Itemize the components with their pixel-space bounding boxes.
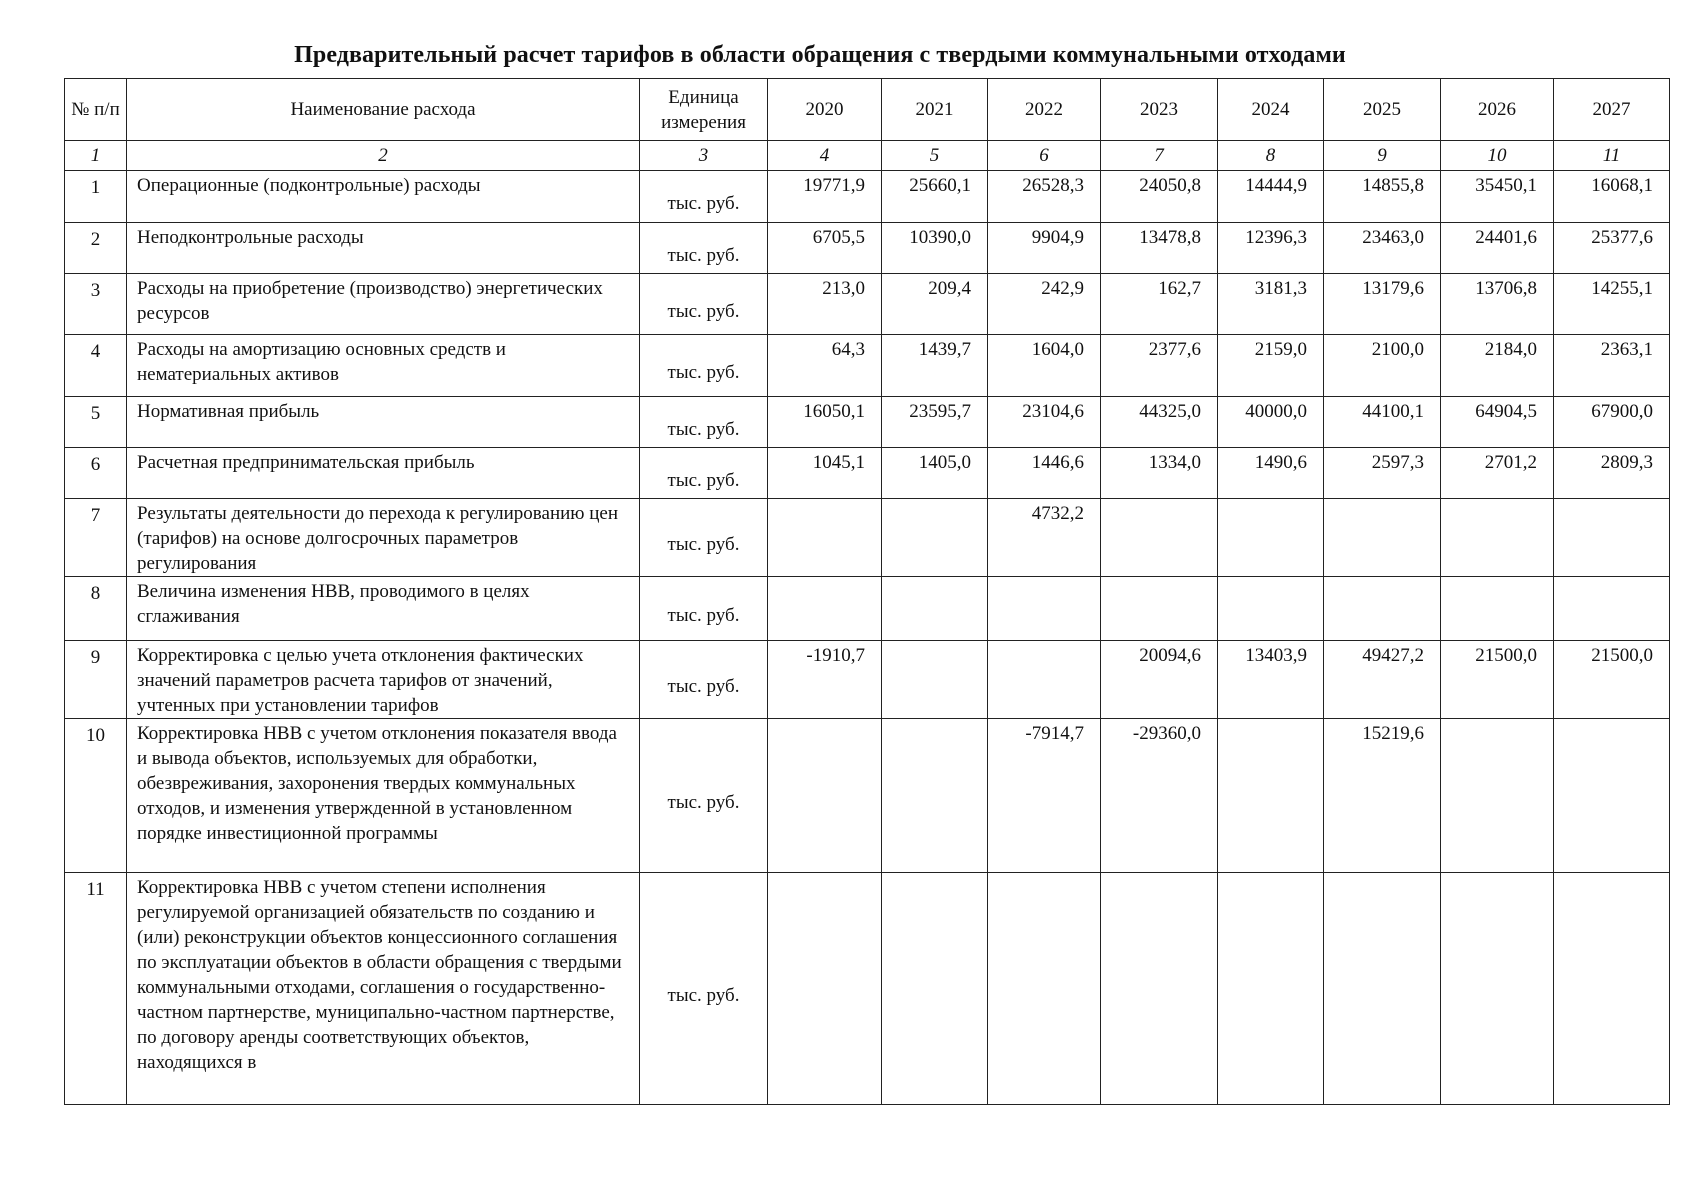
column-index: 2 xyxy=(127,141,640,171)
value-cell-2023: 162,7 xyxy=(1101,274,1218,335)
column-index: 3 xyxy=(640,141,768,171)
header-name: Наименование расхода xyxy=(127,79,640,141)
value-cell-2027: 2363,1 xyxy=(1554,335,1670,397)
column-index: 1 xyxy=(65,141,127,171)
value-cell-2023: -29360,0 xyxy=(1101,719,1218,873)
value-cell-2025: 44100,1 xyxy=(1324,397,1441,448)
value-cell-2027: 16068,1 xyxy=(1554,171,1670,223)
value-cell-2027 xyxy=(1554,719,1670,873)
header-year: 2024 xyxy=(1218,79,1324,141)
unit-of-measure: тыс. руб. xyxy=(640,499,768,577)
value-cell-2024 xyxy=(1218,499,1324,577)
value-cell-2024 xyxy=(1218,719,1324,873)
expense-name: Расходы на амортизацию основных средств и нематериальных активов xyxy=(127,335,640,397)
value-cell-2026: 13706,8 xyxy=(1441,274,1554,335)
value-cell-2025: 2597,3 xyxy=(1324,448,1441,499)
row-number: 10 xyxy=(65,719,127,873)
unit-of-measure: тыс. руб. xyxy=(640,448,768,499)
value-cell-2025: 2100,0 xyxy=(1324,335,1441,397)
column-index: 11 xyxy=(1554,141,1670,171)
value-cell-2026: 64904,5 xyxy=(1441,397,1554,448)
value-cell-2025: 23463,0 xyxy=(1324,223,1441,274)
value-cell-2021 xyxy=(882,873,988,1105)
header-year: 2025 xyxy=(1324,79,1441,141)
table-row xyxy=(65,448,1670,499)
unit-of-measure: тыс. руб. xyxy=(640,274,768,335)
value-cell-2022: 9904,9 xyxy=(988,223,1101,274)
value-cell-2020 xyxy=(768,577,882,641)
expense-name: Расходы на приобретение (производство) энергетических ресурсов xyxy=(127,274,640,335)
value-cell-2027: 2809,3 xyxy=(1554,448,1670,499)
value-cell-2025: 13179,6 xyxy=(1324,274,1441,335)
value-cell-2021 xyxy=(882,577,988,641)
column-index: 4 xyxy=(768,141,882,171)
column-index: 7 xyxy=(1101,141,1218,171)
value-cell-2026: 21500,0 xyxy=(1441,641,1554,719)
unit-of-measure: тыс. руб. xyxy=(640,719,768,873)
table-row xyxy=(65,274,1670,335)
value-cell-2023 xyxy=(1101,577,1218,641)
expense-name: Расчетная предпринимательская прибыль xyxy=(127,448,640,499)
table-row xyxy=(65,577,1670,641)
value-cell-2027: 67900,0 xyxy=(1554,397,1670,448)
row-number: 3 xyxy=(65,274,127,335)
row-number: 7 xyxy=(65,499,127,577)
value-cell-2024: 14444,9 xyxy=(1218,171,1324,223)
value-cell-2024: 13403,9 xyxy=(1218,641,1324,719)
column-index: 10 xyxy=(1441,141,1554,171)
value-cell-2021 xyxy=(882,641,988,719)
value-cell-2026 xyxy=(1441,719,1554,873)
value-cell-2027 xyxy=(1554,499,1670,577)
value-cell-2021: 1405,0 xyxy=(882,448,988,499)
value-cell-2025 xyxy=(1324,499,1441,577)
expense-name: Результаты деятельности до перехода к регулированию цен (тарифов) на основе долгосрочных параметров регулирования xyxy=(127,499,640,577)
unit-of-measure: тыс. руб. xyxy=(640,335,768,397)
value-cell-2023: 44325,0 xyxy=(1101,397,1218,448)
value-cell-2024 xyxy=(1218,577,1324,641)
expense-name: Корректировка с целью учета отклонения фактических значений параметров расчета тарифов от значений, учтенных при установлении тарифов xyxy=(127,641,640,719)
row-number: 1 xyxy=(65,171,127,223)
row-number: 9 xyxy=(65,641,127,719)
value-cell-2022: 1604,0 xyxy=(988,335,1101,397)
column-index: 8 xyxy=(1218,141,1324,171)
value-cell-2023: 13478,8 xyxy=(1101,223,1218,274)
expense-name: Неподконтрольные расходы xyxy=(127,223,640,274)
value-cell-2026 xyxy=(1441,577,1554,641)
value-cell-2022: 23104,6 xyxy=(988,397,1101,448)
expense-name: Нормативная прибыль xyxy=(127,397,640,448)
expense-name: Корректировка НВВ с учетом отклонения показателя ввода и вывода объектов, используемых для обработки, обезвреживания, захоронения твердых коммунальных отходов, и изменения утвержденной в установленном порядке инвестиционной программы xyxy=(127,719,640,873)
value-cell-2024: 2159,0 xyxy=(1218,335,1324,397)
value-cell-2026: 2184,0 xyxy=(1441,335,1554,397)
unit-of-measure: тыс. руб. xyxy=(640,223,768,274)
value-cell-2022 xyxy=(988,641,1101,719)
table-body xyxy=(65,171,1670,1105)
value-cell-2023 xyxy=(1101,499,1218,577)
column-index: 9 xyxy=(1324,141,1441,171)
header-row xyxy=(65,79,1670,141)
value-cell-2025 xyxy=(1324,873,1441,1105)
value-cell-2026 xyxy=(1441,499,1554,577)
table-row xyxy=(65,397,1670,448)
value-cell-2027 xyxy=(1554,577,1670,641)
value-cell-2026: 35450,1 xyxy=(1441,171,1554,223)
value-cell-2020: 64,3 xyxy=(768,335,882,397)
value-cell-2027: 21500,0 xyxy=(1554,641,1670,719)
unit-of-measure: тыс. руб. xyxy=(640,171,768,223)
header-year: 2022 xyxy=(988,79,1101,141)
value-cell-2022: 4732,2 xyxy=(988,499,1101,577)
value-cell-2022: -7914,7 xyxy=(988,719,1101,873)
column-index: 6 xyxy=(988,141,1101,171)
unit-of-measure: тыс. руб. xyxy=(640,397,768,448)
value-cell-2020: 1045,1 xyxy=(768,448,882,499)
value-cell-2020 xyxy=(768,719,882,873)
row-number: 5 xyxy=(65,397,127,448)
value-cell-2025: 14855,8 xyxy=(1324,171,1441,223)
value-cell-2021: 25660,1 xyxy=(882,171,988,223)
value-cell-2020: 16050,1 xyxy=(768,397,882,448)
unit-of-measure: тыс. руб. xyxy=(640,641,768,719)
value-cell-2021: 209,4 xyxy=(882,274,988,335)
value-cell-2022 xyxy=(988,577,1101,641)
value-cell-2023: 24050,8 xyxy=(1101,171,1218,223)
value-cell-2025: 49427,2 xyxy=(1324,641,1441,719)
value-cell-2020: 213,0 xyxy=(768,274,882,335)
value-cell-2022: 1446,6 xyxy=(988,448,1101,499)
value-cell-2022: 26528,3 xyxy=(988,171,1101,223)
value-cell-2026 xyxy=(1441,873,1554,1105)
value-cell-2021 xyxy=(882,499,988,577)
value-cell-2020: 19771,9 xyxy=(768,171,882,223)
value-cell-2027: 25377,6 xyxy=(1554,223,1670,274)
value-cell-2024: 3181,3 xyxy=(1218,274,1324,335)
table-row xyxy=(65,499,1670,577)
value-cell-2025: 15219,6 xyxy=(1324,719,1441,873)
value-cell-2020: -1910,7 xyxy=(768,641,882,719)
value-cell-2021: 1439,7 xyxy=(882,335,988,397)
value-cell-2027 xyxy=(1554,873,1670,1105)
value-cell-2024: 40000,0 xyxy=(1218,397,1324,448)
value-cell-2026: 2701,2 xyxy=(1441,448,1554,499)
value-cell-2020 xyxy=(768,873,882,1105)
value-cell-2022 xyxy=(988,873,1101,1105)
table-row xyxy=(65,719,1670,873)
table-row xyxy=(65,335,1670,397)
table-row xyxy=(65,171,1670,223)
unit-of-measure: тыс. руб. xyxy=(640,577,768,641)
value-cell-2022: 242,9 xyxy=(988,274,1101,335)
row-number: 2 xyxy=(65,223,127,274)
value-cell-2024: 12396,3 xyxy=(1218,223,1324,274)
header-year: 2026 xyxy=(1441,79,1554,141)
header-year: 2021 xyxy=(882,79,988,141)
header-num: № п/п xyxy=(65,79,127,141)
value-cell-2025 xyxy=(1324,577,1441,641)
row-number: 6 xyxy=(65,448,127,499)
unit-of-measure: тыс. руб. xyxy=(640,873,768,1105)
table-row xyxy=(65,641,1670,719)
table-row xyxy=(65,873,1670,1105)
value-cell-2026: 24401,6 xyxy=(1441,223,1554,274)
header-year: 2020 xyxy=(768,79,882,141)
table-row xyxy=(65,223,1670,274)
value-cell-2023: 2377,6 xyxy=(1101,335,1218,397)
row-number: 11 xyxy=(65,873,127,1105)
column-index: 5 xyxy=(882,141,988,171)
row-number: 8 xyxy=(65,577,127,641)
page-title: Предварительный расчет тарифов в области обращения с твердыми коммунальными отходами xyxy=(294,42,1346,68)
value-cell-2021 xyxy=(882,719,988,873)
header-year: 2023 xyxy=(1101,79,1218,141)
value-cell-2024 xyxy=(1218,873,1324,1105)
value-cell-2023: 20094,6 xyxy=(1101,641,1218,719)
value-cell-2021: 10390,0 xyxy=(882,223,988,274)
header-unit: Единица измерения xyxy=(640,79,768,141)
expense-name: Корректировка НВВ с учетом степени исполнения регулируемой организацией обязательств по созданию и (или) реконструкции объектов концессионного соглашения по эксплуатации объектов в области обращения с твердыми коммунальными отходами, соглашения о государственно-частном партнерстве, муниципально-частном партнерстве, по договору аренды соответствующих объектов, находящихся в xyxy=(127,873,640,1105)
value-cell-2023: 1334,0 xyxy=(1101,448,1218,499)
tariff-table xyxy=(64,78,1670,1105)
value-cell-2024: 1490,6 xyxy=(1218,448,1324,499)
value-cell-2023 xyxy=(1101,873,1218,1105)
column-index-row xyxy=(65,141,1670,171)
value-cell-2020: 6705,5 xyxy=(768,223,882,274)
value-cell-2020 xyxy=(768,499,882,577)
header-year: 2027 xyxy=(1554,79,1670,141)
expense-name: Величина изменения НВВ, проводимого в целях сглаживания xyxy=(127,577,640,641)
value-cell-2021: 23595,7 xyxy=(882,397,988,448)
expense-name: Операционные (подконтрольные) расходы xyxy=(127,171,640,223)
value-cell-2027: 14255,1 xyxy=(1554,274,1670,335)
row-number: 4 xyxy=(65,335,127,397)
